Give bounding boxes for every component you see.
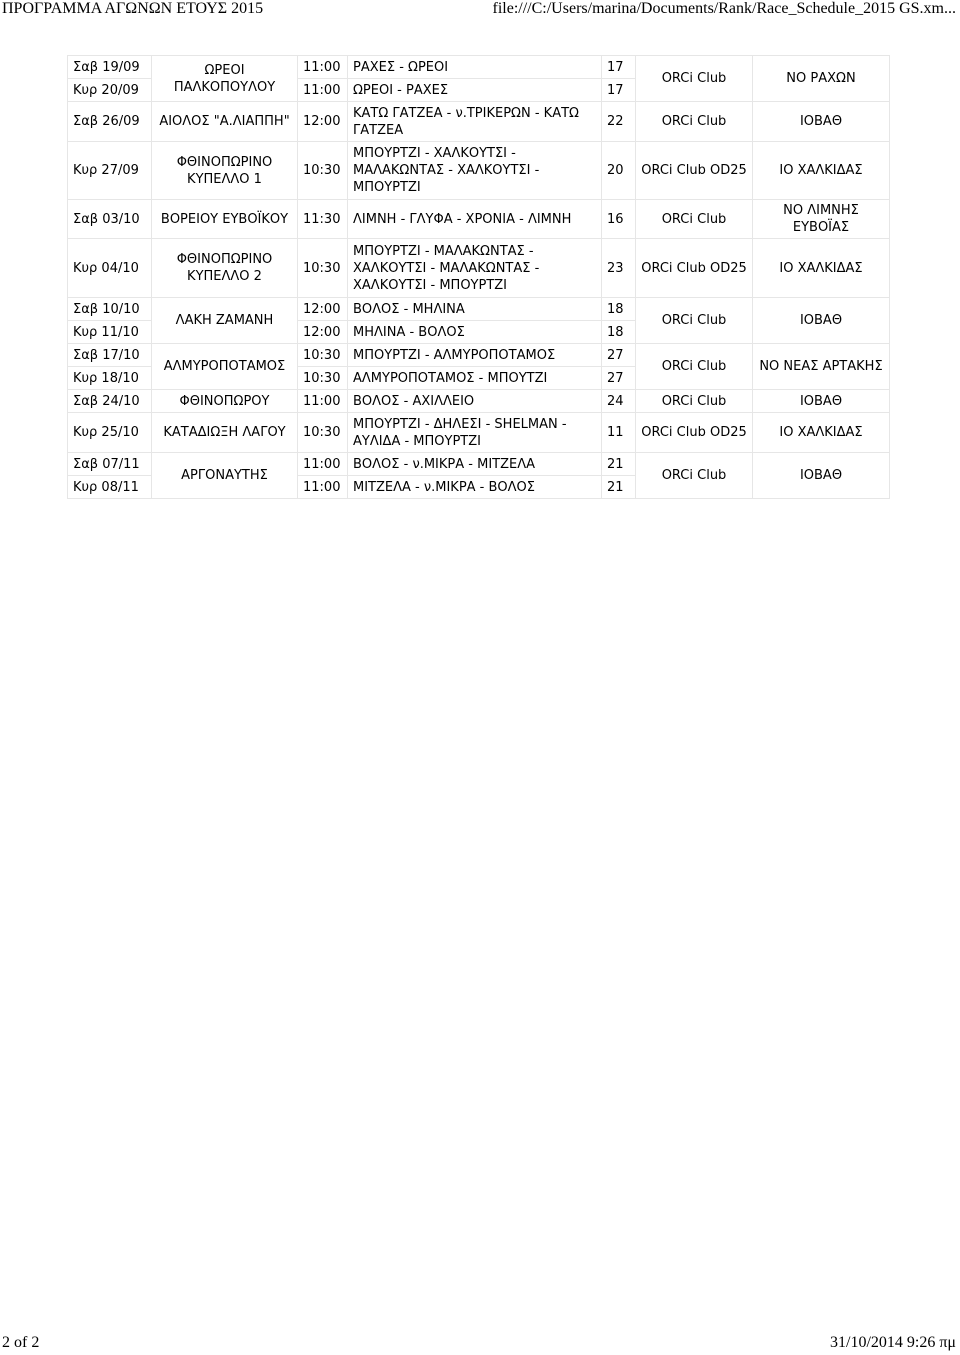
race-route: ΜΙΤΖΕΛΑ - ν.ΜΙΚΡΑ - ΒΟΛΟΣ [348, 476, 602, 499]
table-row [68, 413, 890, 453]
race-class: ORCi Club [636, 453, 753, 499]
file-url: file:///C:/Users/marina/Documents/Rank/Race_Schedule_2015 GS.xm... [492, 0, 956, 17]
race-route: ΜΠΟΥΡΤΖΙ - ΔΗΛΕΣΙ - SHELMAN - ΑΥΛΙΔΑ - ΜΠΟΥΡΤΖΙ [348, 413, 602, 453]
start-time: 12:00 [298, 102, 348, 142]
host-club: ΙΟ ΧΑΛΚΙΔΑΣ [753, 413, 890, 453]
distance: 24 [602, 390, 636, 413]
distance: 16 [602, 200, 636, 239]
race-class: ORCi Club [636, 200, 753, 239]
race-route: ΡΑΧΕΣ - ΩΡΕΟΙ [348, 56, 602, 79]
page-number: 2 of 2 [2, 1334, 40, 1351]
distance: 22 [602, 102, 636, 142]
table-row [68, 239, 890, 298]
table-row [68, 344, 890, 367]
start-time: 10:30 [298, 142, 348, 200]
host-club: ΙΟΒΑΘ [753, 390, 890, 413]
race-date: Κυρ 25/10 [68, 413, 152, 453]
race-date: Σαβ 26/09 [68, 102, 152, 142]
race-organizer: ΦΘΙΝΟΠΩΡΙΝΟ ΚΥΠΕΛΛΟ 1 [152, 142, 298, 200]
table-row [68, 142, 890, 200]
distance: 18 [602, 321, 636, 344]
race-route: ΚΑΤΩ ΓΑΤΖΕΑ - ν.ΤΡΙΚΕΡΩΝ - ΚΑΤΩ ΓΑΤΖΕΑ [348, 102, 602, 142]
distance: 17 [602, 79, 636, 102]
race-class: ORCi Club [636, 298, 753, 344]
distance: 21 [602, 453, 636, 476]
race-date: Σαβ 10/10 [68, 298, 152, 321]
race-date: Σαβ 19/09 [68, 56, 152, 79]
race-organizer: ΛΑΚΗ ΖΑΜΑΝΗ [152, 298, 298, 344]
table-row [68, 298, 890, 321]
race-class: ORCi Club OD25 [636, 142, 753, 200]
host-club: ΙΟΒΑΘ [753, 102, 890, 142]
race-route: ΒΟΛΟΣ - ΑΧΙΛΛΕΙΟ [348, 390, 602, 413]
race-date: Κυρ 27/09 [68, 142, 152, 200]
start-time: 11:30 [298, 200, 348, 239]
distance: 21 [602, 476, 636, 499]
race-date: Σαβ 24/10 [68, 390, 152, 413]
race-date: Σαβ 17/10 [68, 344, 152, 367]
print-footer [0, 1334, 960, 1354]
host-club: ΙΟ ΧΑΛΚΙΔΑΣ [753, 239, 890, 298]
race-route: ΜΠΟΥΡΤΖΙ - ΧΑΛΚΟΥΤΣΙ - ΜΑΛΑΚΩΝΤΑΣ - ΧΑΛΚΟΥΤΣΙ - ΜΠΟΥΡΤΖΙ [348, 142, 602, 200]
table-row [68, 56, 890, 79]
race-schedule-table [67, 55, 890, 499]
table-row [68, 102, 890, 142]
print-datetime: 31/10/2014 9:26 πμ [830, 1334, 956, 1351]
race-route: ΩΡΕΟΙ - ΡΑΧΕΣ [348, 79, 602, 102]
start-time: 11:00 [298, 390, 348, 413]
race-route: ΒΟΛΟΣ - ΜΗΛΙΝΑ [348, 298, 602, 321]
table-row [68, 453, 890, 476]
host-club: ΙΟΒΑΘ [753, 298, 890, 344]
start-time: 10:30 [298, 413, 348, 453]
race-organizer: ΦΘΙΝΟΠΩΡΙΝΟ ΚΥΠΕΛΛΟ 2 [152, 239, 298, 298]
race-date: Σαβ 03/10 [68, 200, 152, 239]
race-route: ΒΟΛΟΣ - ν.ΜΙΚΡΑ - ΜΙΤΖΕΛΑ [348, 453, 602, 476]
host-club: ΝΟ ΝΕΑΣ ΑΡΤΑΚΗΣ [753, 344, 890, 390]
race-route: ΜΗΛΙΝΑ - ΒΟΛΟΣ [348, 321, 602, 344]
race-route: ΛΙΜΝΗ - ΓΛΥΦΑ - ΧΡΟΝΙΑ - ΛΙΜΝΗ [348, 200, 602, 239]
distance: 23 [602, 239, 636, 298]
race-organizer: ΩΡΕΟΙ ΠΑΛΚΟΠΟΥΛΟΥ [152, 56, 298, 102]
race-organizer: ΦΘΙΝΟΠΩΡΟΥ [152, 390, 298, 413]
distance: 20 [602, 142, 636, 200]
print-header [0, 0, 960, 20]
race-organizer: ΑΡΓΟΝΑΥΤΗΣ [152, 453, 298, 499]
start-time: 10:30 [298, 367, 348, 390]
start-time: 11:00 [298, 476, 348, 499]
race-date: Κυρ 20/09 [68, 79, 152, 102]
race-class: ORCi Club [636, 344, 753, 390]
distance: 17 [602, 56, 636, 79]
race-date: Κυρ 11/10 [68, 321, 152, 344]
start-time: 10:30 [298, 239, 348, 298]
race-class: ORCi Club OD25 [636, 239, 753, 298]
distance: 18 [602, 298, 636, 321]
start-time: 11:00 [298, 453, 348, 476]
race-route: ΜΠΟΥΡΤΖΙ - ΜΑΛΑΚΩΝΤΑΣ - ΧΑΛΚΟΥΤΣΙ - ΜΑΛΑΚΩΝΤΑΣ - ΧΑΛΚΟΥΤΣΙ - ΜΠΟΥΡΤΖΙ [348, 239, 602, 298]
race-organizer: ΑΛΜΥΡΟΠΟΤΑΜΟΣ [152, 344, 298, 390]
distance: 11 [602, 413, 636, 453]
start-time: 12:00 [298, 321, 348, 344]
race-route: ΜΠΟΥΡΤΖΙ - ΑΛΜΥΡΟΠΟΤΑΜΟΣ [348, 344, 602, 367]
document-title: ΠΡΟΓΡΑΜΜΑ ΑΓΩΝΩΝ ΕΤΟΥΣ 2015 [2, 0, 264, 17]
distance: 27 [602, 367, 636, 390]
race-route: ΑΛΜΥΡΟΠΟΤΑΜΟΣ - ΜΠΟΥΤΖΙ [348, 367, 602, 390]
race-class: ORCi Club [636, 390, 753, 413]
host-club: ΙΟΒΑΘ [753, 453, 890, 499]
start-time: 11:00 [298, 79, 348, 102]
race-date: Σαβ 07/11 [68, 453, 152, 476]
host-club: ΝΟ ΡΑΧΩΝ [753, 56, 890, 102]
table-row [68, 200, 890, 239]
table-row [68, 390, 890, 413]
host-club: ΙΟ ΧΑΛΚΙΔΑΣ [753, 142, 890, 200]
race-organizer: ΚΑΤΑΔΙΩΞΗ ΛΑΓΟΥ [152, 413, 298, 453]
host-club: ΝΟ ΛΙΜΝΗΣ ΕΥΒΟΪΑΣ [753, 200, 890, 239]
race-class: ORCi Club [636, 56, 753, 102]
start-time: 10:30 [298, 344, 348, 367]
race-date: Κυρ 04/10 [68, 239, 152, 298]
distance: 27 [602, 344, 636, 367]
race-organizer: ΑΙΟΛΟΣ "Α.ΛΙΑΠΠΗ" [152, 102, 298, 142]
race-date: Κυρ 18/10 [68, 367, 152, 390]
start-time: 12:00 [298, 298, 348, 321]
start-time: 11:00 [298, 56, 348, 79]
race-class: ORCi Club [636, 102, 753, 142]
race-organizer: ΒΟΡΕΙΟΥ ΕΥΒΟΪΚΟΥ [152, 200, 298, 239]
race-class: ORCi Club OD25 [636, 413, 753, 453]
race-date: Κυρ 08/11 [68, 476, 152, 499]
